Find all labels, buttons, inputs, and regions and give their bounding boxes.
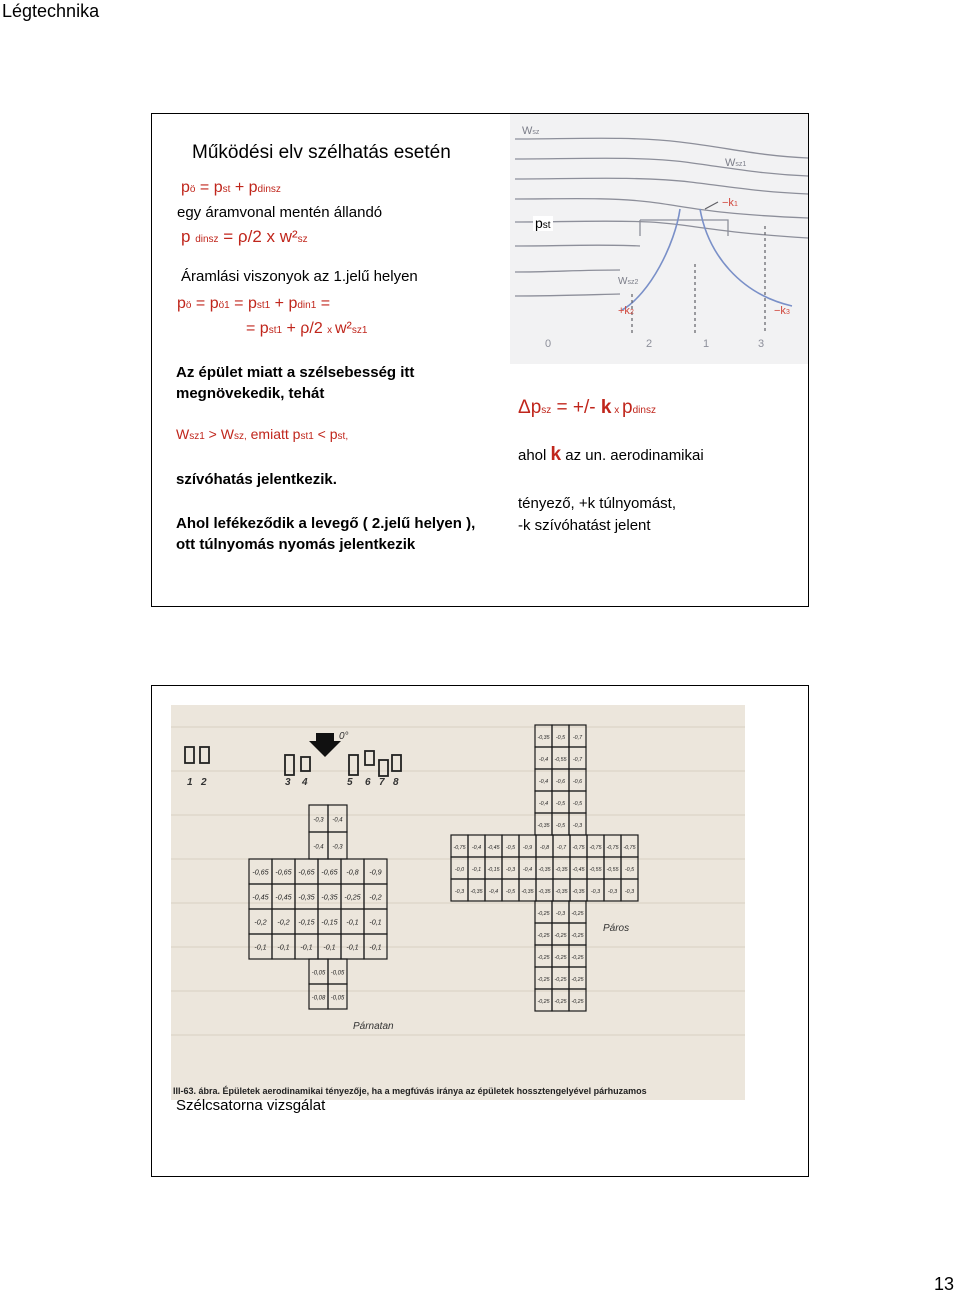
coefficient-value: -0,1 [369, 918, 382, 927]
wind-angle-label: 0° [339, 731, 349, 742]
coefficient-value: -0,4 [538, 779, 549, 785]
coefficient-value: -0,55 [554, 757, 567, 763]
slide-wind-effect [151, 113, 809, 607]
coefficient-value: -0,8 [539, 845, 550, 851]
pressure-coefficient-grids [171, 705, 745, 1100]
coefficient-value: -0,1 [369, 943, 382, 952]
factor-explanation: tényező, +k túlnyomást, -k szívóhatást jelent [518, 495, 676, 534]
model-number: 1 [187, 777, 193, 788]
equation-location-1-cont: = pst1 + ρ/2 x w²sz1 [246, 320, 368, 337]
coefficient-value: -0,35 [537, 735, 550, 741]
tick-2: 2 [646, 338, 653, 350]
coefficient-value: -0,15 [487, 867, 500, 873]
coefficient-value: -0,45 [572, 867, 585, 873]
tick-0: 0 [545, 338, 552, 350]
coefficient-value: -0,3 [624, 889, 635, 895]
equation-delta-pressure: Δpsz = +/- k x pdinsz [518, 397, 656, 418]
slide-wind-tunnel [151, 685, 809, 1177]
equation-total-pressure: pö = pst + pdinsz [181, 179, 281, 196]
coefficient-value: -0,25 [554, 977, 567, 983]
model-number: 3 [285, 777, 291, 788]
coefficient-value: -0,75 [589, 845, 602, 851]
coefficient-value: -0,25 [554, 999, 567, 1005]
coefficient-value: -0,65 [298, 868, 315, 877]
coefficient-value: -0,5 [505, 845, 516, 851]
coefficient-value: -0,45 [252, 893, 269, 902]
coefficient-value: -0,2 [369, 893, 382, 902]
coefficient-value: -0,7 [556, 845, 567, 851]
coefficient-value: -0,05 [311, 970, 326, 977]
coefficient-value: -0,35 [555, 889, 568, 895]
inequality-pressure: Wsz1 ˃ Wsz, emiatt pst1 < pst, [176, 426, 349, 442]
coefficient-value: -0,3 [505, 867, 516, 873]
coefficient-value: -0,15 [321, 918, 338, 927]
paragraph-overpressure: Ahol lefékeződik a levegő ( 2.jelű helyen ), ott túlnyomás nyomás jelentkezik [176, 515, 476, 553]
coefficient-value: -0,35 [470, 889, 483, 895]
coefficient-value: -0,1 [300, 943, 313, 952]
coefficient-value: -0,5 [555, 823, 566, 829]
streamline-constant-text: egy áramvonal mentén állandó [177, 204, 383, 221]
coefficient-value: -0,1 [277, 943, 290, 952]
coefficient-value: -0,1 [346, 943, 359, 952]
coefficient-value: -0,7 [572, 757, 583, 763]
coefficient-value: -0,4 [332, 817, 343, 824]
coefficient-value: -0,0 [454, 867, 465, 873]
coefficient-value: -0,4 [471, 845, 482, 851]
coefficient-value: -0,75 [572, 845, 585, 851]
paragraph-velocity-increase: Az épület miatt a szélsebesség itt megnövekedik, tehát [176, 364, 415, 402]
coefficient-value: -0,05 [330, 970, 345, 977]
coefficient-value: -0,25 [571, 999, 584, 1005]
coefficient-value: -0,5 [572, 801, 583, 807]
flow-conditions-heading: Áramlási viszonyok az 1.jelű helyen [181, 268, 418, 285]
building-models [185, 747, 401, 776]
coefficient-value: -0,3 [555, 911, 566, 917]
figure-footer-caption: III-63. ábra. Épületek aerodinamikai tényezője, ha a megfúvás iránya az épületek hossztengelyével párhuzamos [173, 1086, 647, 1096]
coefficient-value: -0,3 [454, 889, 465, 895]
coefficient-value: -0,3 [313, 817, 324, 824]
model-number: 4 [302, 777, 308, 788]
coefficient-value: -0,15 [298, 918, 315, 927]
left-grid-label: Párnatan [353, 1021, 394, 1032]
coefficient-value: -0,65 [275, 868, 292, 877]
coefficient-value: -0,25 [537, 977, 550, 983]
coefficient-value: -0,45 [487, 845, 500, 851]
label-plus-k2: +k2 [618, 305, 634, 317]
right-grid-label: Páros [603, 923, 630, 934]
coefficient-value: -0,9 [522, 845, 533, 851]
coefficient-value: -0,35 [572, 889, 585, 895]
coefficient-value: -0,4 [488, 889, 499, 895]
equation-location-1: pö = pö1 = pst1 + pdin1 = [177, 295, 331, 312]
slide-title: Működési elv szélhatás esetén [192, 142, 451, 163]
coefficient-value: -0,25 [554, 933, 567, 939]
coefficient-value: -0,4 [538, 757, 549, 763]
coefficient-value: -0,4 [522, 867, 533, 873]
coefficient-value: -0,9 [369, 868, 382, 877]
coefficient-value: -0,6 [572, 779, 583, 785]
coefficient-value: -0,3 [590, 889, 601, 895]
coefficient-value: -0,25 [344, 893, 361, 902]
coefficient-value: -0,5 [624, 867, 635, 873]
coefficient-value: -0,7 [572, 735, 583, 741]
coefficient-value: -0,55 [589, 867, 602, 873]
coefficient-value: -0,3 [332, 844, 343, 851]
label-minus-k1: −k1 [722, 197, 738, 209]
model-number: 8 [393, 777, 399, 788]
aerodynamic-factor-text: ahol k az un. aerodinamikai [518, 444, 704, 465]
coefficient-value: -0,08 [311, 995, 326, 1002]
coefficient-value: -0,1 [346, 918, 359, 927]
model-number: 2 [201, 777, 207, 788]
wind-tunnel-figure [171, 705, 745, 1100]
coefficient-value: -0,25 [571, 933, 584, 939]
coefficient-value: -0,35 [555, 867, 568, 873]
coefficient-value: -0,35 [538, 867, 551, 873]
slide-caption: Szélcsatorna vizsgálat [176, 1097, 326, 1114]
coefficient-value: -0,75 [606, 845, 619, 851]
coefficient-value: -0,35 [298, 893, 315, 902]
airflow-streamlines-diagram [510, 114, 808, 364]
coefficient-value: -0,75 [623, 845, 636, 851]
label-w-sz: Wsz [522, 125, 540, 137]
label-minus-k3: −k3 [774, 305, 790, 317]
coefficient-value: -0,5 [555, 735, 566, 741]
coefficient-value: -0,1 [323, 943, 336, 952]
coefficient-value: -0,45 [275, 893, 292, 902]
coefficient-value: -0,35 [321, 893, 338, 902]
coefficient-value: -0,5 [505, 889, 516, 895]
coefficient-value: -0,25 [537, 911, 550, 917]
coefficient-value: -0,65 [321, 868, 338, 877]
coefficient-value: -0,2 [277, 918, 290, 927]
coefficient-value: -0,25 [571, 977, 584, 983]
coefficient-value: -0,4 [313, 844, 324, 851]
coefficient-value: -0,25 [537, 933, 550, 939]
coefficient-value: -0,4 [538, 801, 549, 807]
airflow-figure [510, 114, 808, 364]
coefficient-value: -0,3 [572, 823, 583, 829]
coefficient-value: -0,25 [537, 999, 550, 1005]
model-number: 7 [379, 777, 385, 788]
wind-arrow-icon [309, 733, 341, 757]
tick-3: 3 [758, 338, 765, 350]
coefficient-value: -0,8 [346, 868, 359, 877]
coefficient-value: -0,05 [330, 995, 345, 1002]
model-number: 5 [347, 777, 353, 788]
label-p-st: pst [535, 215, 551, 231]
tick-1: 1 [703, 338, 710, 350]
coefficient-value: -0,1 [254, 943, 267, 952]
model-numbers [187, 777, 399, 788]
coefficient-value: -0,25 [571, 911, 584, 917]
model-number: 6 [365, 777, 371, 788]
coefficient-value: -0,5 [555, 801, 566, 807]
label-w-sz2: Wsz2 [618, 276, 639, 287]
coefficient-value: -0,55 [606, 867, 619, 873]
coefficient-value: -0,25 [554, 955, 567, 961]
coefficient-value: -0,25 [571, 955, 584, 961]
coefficient-value: -0,65 [252, 868, 269, 877]
document-title: Légtechnika [2, 1, 100, 21]
label-w-sz1: Wsz1 [725, 157, 747, 169]
coefficient-value: -0,6 [555, 779, 566, 785]
coefficient-tables [249, 725, 638, 1011]
coefficient-value: -0,2 [254, 918, 267, 927]
suction-text: szívóhatás jelentkezik. [176, 471, 337, 488]
coefficient-value: -0,35 [538, 889, 551, 895]
page-number: 13 [934, 1274, 955, 1294]
coefficient-value: -0,3 [607, 889, 618, 895]
coefficient-value: -0,25 [537, 955, 550, 961]
coefficient-value: -0,35 [537, 823, 550, 829]
coefficient-value: -0,75 [453, 845, 466, 851]
equation-dynamic-pressure: p dinsz = ρ/2 x w²sz [181, 227, 308, 246]
coefficient-value: -0,1 [471, 867, 482, 873]
coefficient-value: -0,35 [521, 889, 534, 895]
